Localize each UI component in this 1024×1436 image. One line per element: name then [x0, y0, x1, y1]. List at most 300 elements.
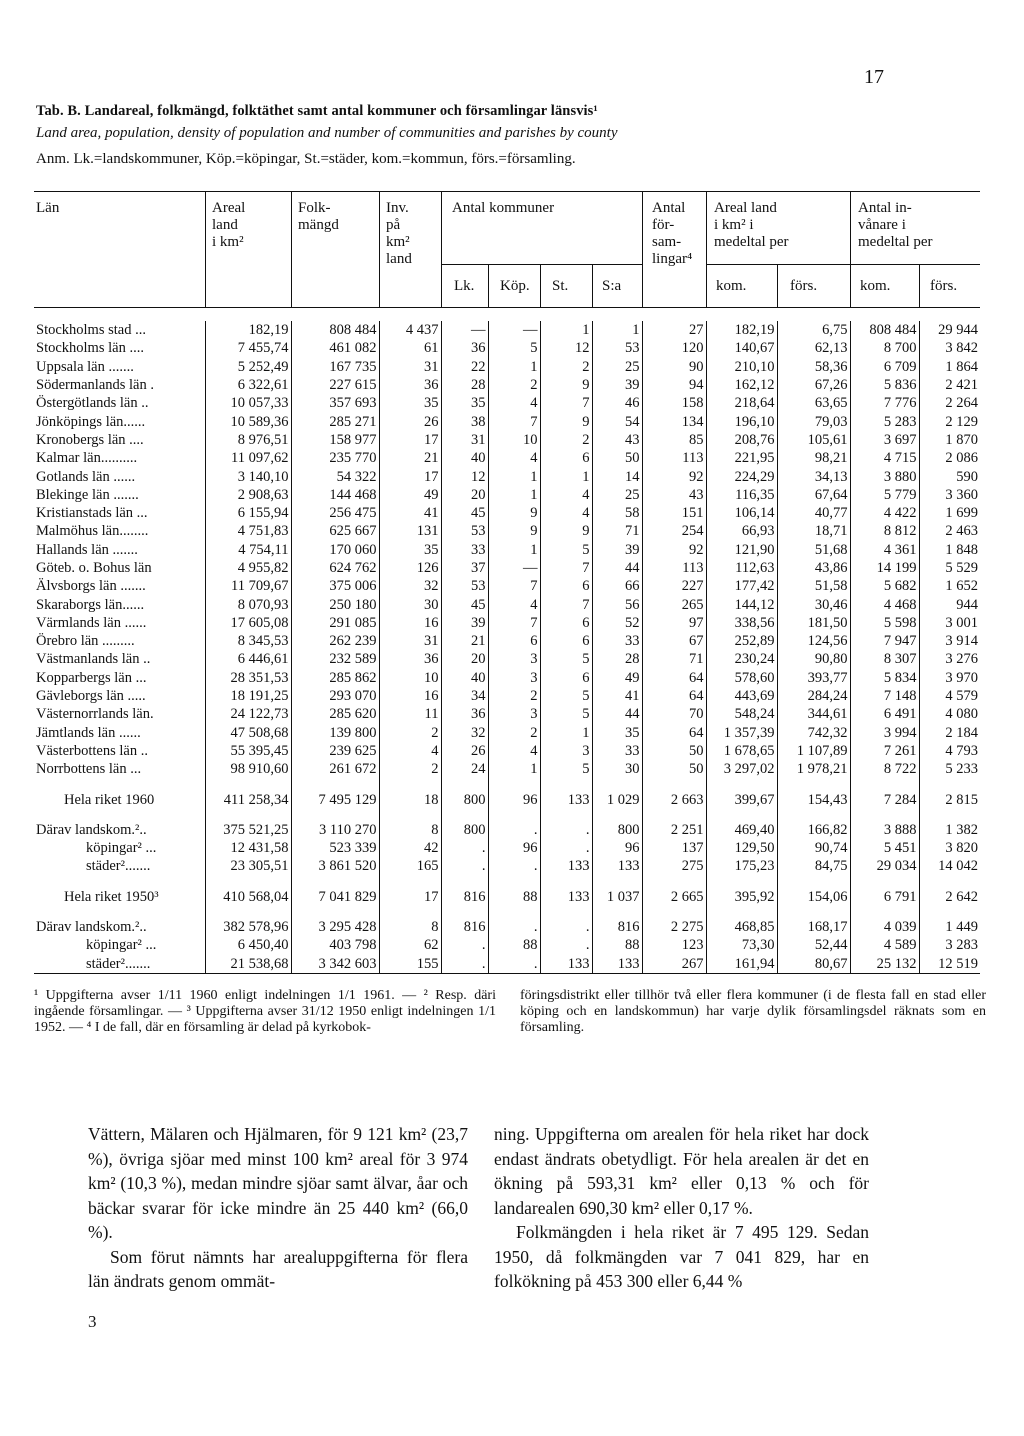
table-cell: 35: [441, 394, 488, 412]
table-cell: 1: [488, 541, 540, 559]
table-cell: 18: [379, 778, 441, 808]
table-cell: 31: [441, 431, 488, 449]
table-cell: 36: [441, 705, 488, 723]
table-cell: 2 129: [945, 413, 978, 430]
table-cell: 39: [441, 614, 488, 632]
table-cell: 6: [488, 632, 540, 650]
table-cell: 3: [488, 705, 540, 723]
table-cell: 25: [592, 358, 642, 376]
table-cell: 37: [441, 559, 488, 577]
table-cell: 399,67: [706, 778, 777, 808]
table-cell: 33: [592, 632, 642, 650]
county-name: Kopparbergs län ...: [34, 669, 205, 687]
table-cell: 31: [379, 358, 441, 376]
table-cell: 3 861 520: [291, 857, 379, 875]
table-cell: 1 870: [945, 431, 978, 448]
table-row: [34, 614, 980, 632]
table-cell: 3 140,10: [205, 467, 291, 485]
table-cell: 43,86: [777, 559, 850, 577]
table-cell: 375 006: [291, 577, 379, 595]
table-cell: 1 107,89: [777, 742, 850, 760]
table-cell: 105,61: [777, 431, 850, 449]
table-cell: 40,77: [777, 504, 850, 522]
table-cell: 44: [592, 559, 642, 577]
county-name: Hela riket 1950³: [34, 876, 205, 906]
table-cell: 62,13: [777, 339, 850, 357]
table-cell: 34,13: [777, 467, 850, 485]
table-cell: 168,17: [777, 906, 850, 936]
table-cell: 170 060: [291, 541, 379, 559]
header-areal-land-medeltal: Areal land i km² i medeltal per: [714, 200, 789, 250]
table-cell: 56: [592, 595, 642, 613]
table-cell: 64: [642, 669, 706, 687]
county-name: Östergötlands län ..: [34, 394, 205, 412]
table-row: [34, 778, 980, 808]
table-cell: 27: [642, 321, 706, 339]
table-cell: 293 070: [291, 687, 379, 705]
table-cell: 28: [441, 376, 488, 394]
table-cell: 64: [642, 687, 706, 705]
county-name: köpingar² ...: [34, 839, 205, 857]
table-cell: 14: [592, 467, 642, 485]
sheet-mark: 3: [88, 1312, 97, 1331]
table-cell: 12 519: [919, 955, 980, 974]
table-cell: 51,68: [777, 541, 850, 559]
table-cell: 144 468: [291, 486, 379, 504]
table-row: [34, 876, 980, 906]
county-name: Västernorrlands län.: [34, 705, 205, 723]
table-cell: —: [488, 321, 540, 339]
table-cell: 6 709: [850, 358, 919, 376]
table-cell: 21 538,68: [205, 955, 291, 974]
table-cell: 17 605,08: [205, 614, 291, 632]
table-cell: 96: [592, 839, 642, 857]
table-cell: .: [441, 857, 488, 875]
table-cell: 2: [379, 760, 441, 778]
table-cell: 590: [956, 468, 978, 485]
table-cell: 12: [540, 339, 592, 357]
header-top-rule: [34, 191, 980, 192]
table-cell: 2 086: [945, 450, 978, 467]
header-divider: [919, 264, 920, 307]
table-cell: 8 812: [850, 522, 919, 540]
table-cell: 120: [642, 339, 706, 357]
table-cell: 73,30: [706, 936, 777, 954]
table-cell: 1 864: [945, 358, 978, 375]
table-row: [34, 809, 980, 839]
table-cell: 154,06: [777, 876, 850, 906]
page-number: 17: [864, 66, 884, 88]
header-kom-1: kom.: [716, 278, 747, 294]
table-cell: 61: [379, 339, 441, 357]
table-cell: 14 199: [850, 559, 919, 577]
table-cell: 4: [488, 449, 540, 467]
table-cell: 4 589: [850, 936, 919, 954]
county-name: Gotlands län ......: [34, 467, 205, 485]
table-cell: 96: [488, 778, 540, 808]
table-cell: 33: [441, 541, 488, 559]
table-cell: 121,90: [706, 541, 777, 559]
table-cell: 5 529: [945, 560, 978, 576]
table-cell: 113: [642, 449, 706, 467]
table-row: [34, 522, 980, 540]
table-cell: 126: [379, 559, 441, 577]
table-row: [34, 376, 980, 394]
table-cell: 14 042: [938, 858, 978, 875]
table-cell: 4 361: [850, 541, 919, 559]
table-cell: 26: [379, 412, 441, 430]
table-cell: 161,94: [706, 955, 777, 974]
header-divider: [441, 191, 442, 307]
table-cell: 254: [642, 522, 706, 540]
table-cell: 133: [540, 778, 592, 808]
table-row: [34, 412, 980, 430]
table-cell: 2 184: [945, 724, 978, 741]
table-cell: 177,42: [706, 577, 777, 595]
table-cell: 2 665: [642, 876, 706, 906]
header-divider: [291, 191, 292, 307]
table-cell: 58,36: [777, 358, 850, 376]
table-cell: 158 977: [291, 431, 379, 449]
table-cell: 62: [379, 936, 441, 954]
county-name: Kristianstads län ...: [34, 504, 205, 522]
table-cell: 30: [592, 760, 642, 778]
table-cell: 7: [540, 595, 592, 613]
header-divider: [205, 191, 206, 307]
table-cell: 35: [379, 394, 441, 412]
table-cell: 344,61: [777, 705, 850, 723]
table-cell: 40: [441, 449, 488, 467]
table-cell: 6 791: [850, 876, 919, 906]
table-cell: 3 297,02: [706, 760, 777, 778]
table-cell: .: [441, 955, 488, 974]
table-cell: 116,35: [706, 486, 777, 504]
table-cell: 1 449: [945, 919, 978, 936]
table-cell: 291 085: [291, 614, 379, 632]
table-cell: 3 888: [850, 809, 919, 839]
table-cell: .: [540, 936, 592, 954]
header-divider: [777, 264, 778, 307]
table-cell: .: [441, 936, 488, 954]
table-cell: 79,03: [777, 412, 850, 430]
county-table: [34, 321, 980, 974]
table-cell: 40: [441, 669, 488, 687]
table-row: [34, 742, 980, 760]
table-cell: 7 776: [850, 394, 919, 412]
table-cell: 2 815: [945, 791, 978, 808]
table-cell: 8: [379, 906, 441, 936]
table-cell: 548,24: [706, 705, 777, 723]
table-cell: 9: [488, 522, 540, 540]
county-name: Gävleborgs län .....: [34, 687, 205, 705]
table-cell: 88: [592, 936, 642, 954]
county-name: Västmanlands län ..: [34, 650, 205, 668]
table-cell: 5: [540, 650, 592, 668]
table-cell: 196,10: [706, 412, 777, 430]
table-cell: 106,14: [706, 504, 777, 522]
table-cell: 133: [540, 955, 592, 974]
table-cell: 7 041 829: [291, 876, 379, 906]
header-antal-invanare: Antal in- vånare i medeltal per: [858, 200, 933, 250]
table-cell: 4 080: [945, 706, 978, 723]
table-cell: 53: [441, 577, 488, 595]
table-cell: 133: [540, 876, 592, 906]
table-row: [34, 486, 980, 504]
table-cell: 8 700: [850, 339, 919, 357]
table-cell: 5 598: [850, 614, 919, 632]
table-cell: 25: [592, 486, 642, 504]
county-name: Skaraborgs län......: [34, 595, 205, 613]
table-row: [34, 467, 980, 485]
table-cell: 23 305,51: [205, 857, 291, 875]
table-cell: .: [488, 857, 540, 875]
table-cell: 28 351,53: [205, 669, 291, 687]
county-name: Jämtlands län ......: [34, 724, 205, 742]
table-cell: 3 914: [945, 633, 978, 650]
table-cell: 235 770: [291, 449, 379, 467]
table-cell: 1 678,65: [706, 742, 777, 760]
table-cell: 50: [642, 742, 706, 760]
table-cell: 58: [592, 504, 642, 522]
table-cell: 92: [642, 467, 706, 485]
county-name: städer².......: [34, 955, 205, 974]
table-row: [34, 358, 980, 376]
table-cell: 265: [642, 595, 706, 613]
county-name: Stockholms län ....: [34, 339, 205, 357]
table-cell: 7 455,74: [205, 339, 291, 357]
table-cell: 3 295 428: [291, 906, 379, 936]
table-cell: 4 437: [379, 321, 441, 339]
header-kom-2: kom.: [860, 278, 891, 294]
table-cell: 8: [379, 809, 441, 839]
table-row: [34, 595, 980, 613]
table-cell: 4 793: [945, 742, 978, 759]
table-cell: 227: [642, 577, 706, 595]
table-cell: 338,56: [706, 614, 777, 632]
table-cell: 221,95: [706, 449, 777, 467]
header-st: St.: [552, 278, 569, 294]
table-cell: 166,82: [777, 809, 850, 839]
county-name: Södermanlands län .: [34, 376, 205, 394]
table-cell: 131: [379, 522, 441, 540]
table-cell: 5 779: [850, 486, 919, 504]
county-name: Örebro län .........: [34, 632, 205, 650]
header-antal-kommuner: Antal kommuner: [452, 200, 555, 216]
table-cell: 7 947: [850, 632, 919, 650]
table-cell: 55 395,45: [205, 742, 291, 760]
table-cell: 28: [592, 650, 642, 668]
table-cell: 261 672: [291, 760, 379, 778]
county-name: Uppsala län .......: [34, 358, 205, 376]
table-cell: 46: [592, 394, 642, 412]
table-cell: .: [540, 809, 592, 839]
table-row: [34, 541, 980, 559]
table-cell: —: [441, 321, 488, 339]
table-cell: 112,63: [706, 559, 777, 577]
table-cell: 12 431,58: [205, 839, 291, 857]
table-cell: 10 589,36: [205, 412, 291, 430]
table-cell: 742,32: [777, 724, 850, 742]
table-cell: 2 275: [642, 906, 706, 936]
table-cell: 98 910,60: [205, 760, 291, 778]
county-name: Hallands län .......: [34, 541, 205, 559]
table-cell: 5: [540, 687, 592, 705]
table-cell: 6,75: [777, 321, 850, 339]
table-cell: 3 970: [945, 669, 978, 686]
table-cell: 51,58: [777, 577, 850, 595]
table-cell: 7: [488, 412, 540, 430]
table-cell: 6 446,61: [205, 650, 291, 668]
table-row: [34, 650, 980, 668]
table-cell: 4 039: [850, 906, 919, 936]
table-cell: 39: [592, 541, 642, 559]
header-areal: Areal land i km²: [212, 200, 246, 250]
table-cell: 151: [642, 504, 706, 522]
table-cell: .: [441, 839, 488, 857]
table-cell: 162,12: [706, 376, 777, 394]
header-inv: Inv. på km² land: [386, 200, 412, 267]
table-cell: 18,71: [777, 522, 850, 540]
table-cell: 411 258,34: [205, 778, 291, 808]
table-cell: 208,76: [706, 431, 777, 449]
table-cell: 4: [379, 742, 441, 760]
table-row: [34, 724, 980, 742]
table-cell: 25 132: [850, 955, 919, 974]
table-cell: .: [488, 955, 540, 974]
table-cell: 6: [540, 449, 592, 467]
table-row: [34, 339, 980, 357]
table-cell: 12: [441, 467, 488, 485]
table-cell: 24 122,73: [205, 705, 291, 723]
table-row: [34, 577, 980, 595]
table-cell: 92: [642, 541, 706, 559]
table-cell: 285 271: [291, 412, 379, 430]
table-cell: 4: [540, 504, 592, 522]
county-name: Jönköpings län......: [34, 412, 205, 430]
table-cell: 808 484: [291, 321, 379, 339]
table-cell: 403 798: [291, 936, 379, 954]
table-cell: 90: [642, 358, 706, 376]
table-cell: 41: [592, 687, 642, 705]
table-cell: 2: [379, 724, 441, 742]
table-cell: 63,65: [777, 394, 850, 412]
table-cell: 71: [592, 522, 642, 540]
table-row: [34, 760, 980, 778]
table-row: [34, 906, 980, 936]
table-row: [34, 936, 980, 954]
table-cell: 33: [592, 742, 642, 760]
table-cell: 4 715: [850, 449, 919, 467]
footnote-left: ¹ Uppgifterna avser 1/11 1960 enligt indelningen 1/1 1961. — ² Resp. däri ingående församlingar. — ³ Uppgifterna avser 31/12 1950 enligt indelningen 1/1 1952. — ⁴ I de fall, där en församling är delad på kyrkobok-: [34, 988, 496, 1035]
table-cell: 1 652: [945, 578, 978, 595]
county-name: Västerbottens län ..: [34, 742, 205, 760]
table-cell: 3 276: [945, 651, 978, 668]
table-cell: 84,75: [777, 857, 850, 875]
table-cell: 1 699: [945, 505, 978, 522]
table-cell: 800: [592, 809, 642, 839]
body-right: [494, 1122, 869, 1294]
table-cell: 49: [379, 486, 441, 504]
table-cell: 2 663: [642, 778, 706, 808]
table-cell: 1 029: [592, 778, 642, 808]
table-row: [34, 431, 980, 449]
table-cell: 39: [592, 376, 642, 394]
table-cell: 5 834: [850, 669, 919, 687]
table-cell: 124,56: [777, 632, 850, 650]
header-divider: [850, 191, 851, 307]
table-cell: 29 034: [850, 857, 919, 875]
table-cell: 8 070,93: [205, 595, 291, 613]
table-cell: 800: [441, 778, 488, 808]
table-cell: 461 082: [291, 339, 379, 357]
table-cell: 2: [488, 724, 540, 742]
table-cell: 175,23: [706, 857, 777, 875]
header-fors-1: förs.: [790, 278, 818, 294]
table-cell: 3 001: [945, 614, 978, 631]
table-row: [34, 955, 980, 974]
table-cell: 50: [642, 760, 706, 778]
table-cell: 6: [540, 632, 592, 650]
table-cell: 239 625: [291, 742, 379, 760]
table-cell: 250 180: [291, 595, 379, 613]
header-divider: [488, 264, 489, 307]
table-cell: 167 735: [291, 358, 379, 376]
county-name: Älvsborgs län .......: [34, 577, 205, 595]
table-cell: 218,64: [706, 394, 777, 412]
table-cell: 41: [379, 504, 441, 522]
table-cell: 4 579: [945, 688, 978, 705]
county-name: Kalmar län..........: [34, 449, 205, 467]
county-name: Kronobergs län ....: [34, 431, 205, 449]
table-cell: 36: [379, 650, 441, 668]
table-cell: 1 848: [945, 541, 978, 558]
table-cell: 155: [379, 955, 441, 974]
table-cell: 44: [592, 705, 642, 723]
table-cell: 256 475: [291, 504, 379, 522]
table-cell: 80,67: [777, 955, 850, 974]
table-cell: 144,12: [706, 595, 777, 613]
table-cell: 30,46: [777, 595, 850, 613]
table-cell: 2 251: [642, 809, 706, 839]
table-row: [34, 321, 980, 339]
table-cell: 45: [441, 595, 488, 613]
table-cell: 18 191,25: [205, 687, 291, 705]
table-cell: 26: [441, 742, 488, 760]
table-cell: 21: [441, 632, 488, 650]
table-cell: 34: [441, 687, 488, 705]
county-name: Göteb. o. Bohus län: [34, 559, 205, 577]
table-cell: 134: [642, 412, 706, 430]
table-cell: 4 754,11: [205, 541, 291, 559]
table-cell: 10: [488, 431, 540, 449]
table-row: [34, 449, 980, 467]
table-cell: 30: [379, 595, 441, 613]
table-cell: 35: [379, 541, 441, 559]
table-cell: 17: [379, 431, 441, 449]
county-name: Värmlands län ......: [34, 614, 205, 632]
table-cell: 129,50: [706, 839, 777, 857]
county-name: Stockholms stad ...: [34, 321, 205, 339]
body-left: [88, 1122, 468, 1294]
table-cell: 224,29: [706, 467, 777, 485]
table-cell: 8 976,51: [205, 431, 291, 449]
table-cell: 3 697: [850, 431, 919, 449]
table-cell: 227 615: [291, 376, 379, 394]
table-cell: 50: [592, 449, 642, 467]
table-cell: 5: [540, 541, 592, 559]
table-row: [34, 559, 980, 577]
table-cell: 67,26: [777, 376, 850, 394]
